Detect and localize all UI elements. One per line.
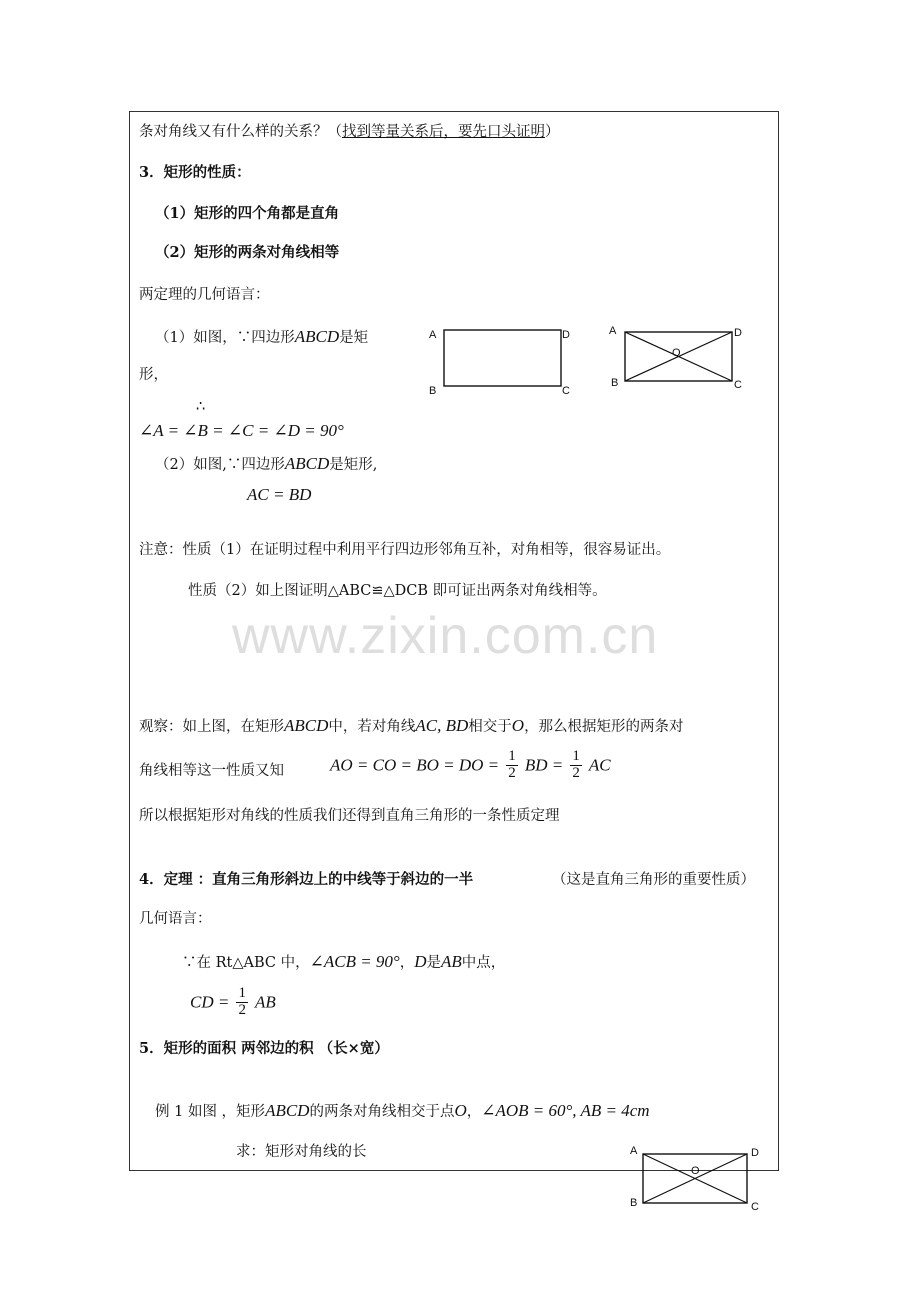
- ex1-c: ，: [466, 1104, 482, 1120]
- fig3-label-b: B: [630, 1197, 638, 1209]
- statement-1-quad: ABCD: [294, 327, 340, 346]
- fig2-label-d: D: [734, 327, 742, 339]
- note-2: 性质（2）如上图证明△ABC≌△DCB 即可证出两条对角线相等。: [188, 583, 607, 599]
- ex1-quad: ABCD: [265, 1101, 310, 1120]
- ex1-cond: ∠AOB = 60°, AB = 4cm: [481, 1101, 650, 1120]
- fig1-label-a: A: [429, 329, 437, 341]
- cd-eq: CD =: [190, 992, 230, 1012]
- rectangle-shape: [444, 330, 561, 386]
- fig3-label-c: C: [751, 1201, 759, 1212]
- fig2-label-b: B: [611, 377, 619, 389]
- observation-equation: [330, 749, 611, 782]
- property-1: （1）矩形的四个角都是直角: [155, 205, 340, 222]
- obs-o: O: [511, 716, 525, 735]
- statement-2: [155, 455, 377, 473]
- diagonals-equation: AC = BD: [247, 485, 312, 504]
- obs-eq-bd: BD =: [524, 755, 564, 775]
- statement-2-quad: ABCD: [284, 454, 330, 473]
- obs-diag: AC, BD: [415, 716, 469, 735]
- obs-eq-left: AO = CO = BO = DO =: [330, 755, 500, 775]
- obs-c: 相交于: [468, 719, 512, 735]
- frac-den: 2: [572, 764, 580, 781]
- figure-example-rectangle: [625, 1140, 775, 1212]
- theorem-4: 4．定理 ：直角三角形斜边上的中线等于斜边的一半: [139, 871, 474, 888]
- section-3-heading: 3．矩形的性质：: [139, 164, 251, 181]
- intro-suffix: ）: [545, 124, 560, 140]
- statement-1: [155, 328, 368, 346]
- statement-2-suffix: 是矩形,: [329, 457, 378, 473]
- ex1-o: O: [454, 1101, 467, 1120]
- watermark: www.zixin.com.cn: [232, 607, 659, 665]
- rt-a: ∵在 Rt△ABC 中，: [182, 955, 310, 971]
- fraction-half-3: [236, 986, 248, 1019]
- fig1-label-c: C: [562, 385, 570, 397]
- geometric-language-label-2: 几何语言：: [139, 911, 212, 927]
- angles-equation: ∠A = ∠B = ∠C = ∠D = 90°: [139, 421, 344, 440]
- statement-1-cont: 形，: [139, 367, 168, 383]
- theorem-4-note: （这是直角三角形的重要性质）: [552, 872, 755, 888]
- frac-den: 2: [238, 1001, 246, 1018]
- frac-num: 1: [238, 985, 246, 1001]
- fig3-label-o: O: [691, 1165, 700, 1177]
- statement-1-suffix: 是矩: [339, 330, 369, 346]
- cd-ab: AB: [255, 992, 276, 1012]
- fig3-label-a: A: [630, 1145, 638, 1157]
- fig2-label-c: C: [734, 379, 742, 391]
- ex1-a: 例 1 如图 ，矩形: [155, 1104, 266, 1120]
- frac-den: 2: [508, 764, 516, 781]
- figure-rectangle: [425, 320, 585, 402]
- observation-line-1: [139, 717, 684, 735]
- obs-quad: ABCD: [284, 716, 329, 735]
- rt-b: ，: [399, 955, 415, 971]
- median-equation: [190, 986, 276, 1019]
- intro-line: [139, 125, 560, 140]
- rt-triangle-statement: [182, 953, 505, 971]
- fraction-half-2: [570, 749, 582, 782]
- fraction-half-1: [506, 749, 518, 782]
- geometric-language-label: 两定理的几何语言：: [139, 287, 270, 303]
- fig3-label-d: D: [751, 1147, 759, 1159]
- rt-c: 是: [426, 955, 442, 971]
- fig2-label-o: O: [672, 347, 681, 359]
- example-1: [155, 1102, 650, 1120]
- rt-e: 中点，: [461, 955, 506, 971]
- example-1-question: 求：矩形对角线的长: [236, 1144, 367, 1160]
- frac-num: 1: [572, 748, 580, 764]
- conclusion-line: 所以根据矩形对角线的性质我们还得到直角三角形的一条性质定理: [139, 808, 560, 824]
- frac-num: 1: [508, 748, 516, 764]
- rt-ab: AB: [441, 952, 462, 971]
- obs-eq-ac: AC: [588, 755, 611, 775]
- rt-d: D: [414, 952, 427, 971]
- property-2: （2）矩形的两条对角线相等: [155, 244, 340, 261]
- obs-b: 中，若对角线: [328, 719, 416, 735]
- note-1: 注意：性质（1）在证明过程中利用平行四边形邻角互补，对角相等，很容易证出。: [139, 542, 671, 558]
- rt-angle: ∠ACB = 90°: [309, 952, 400, 971]
- intro-prefix: 条对角线又有什么样的关系？（: [139, 124, 342, 140]
- statement-1-prefix: （1）如图，∵四边形: [155, 330, 295, 346]
- ex1-b: 的两条对角线相交于点: [309, 1104, 455, 1120]
- figure-rectangle-diagonals: [605, 320, 755, 398]
- obs-d: ，那么根据矩形的两条对: [524, 719, 684, 735]
- obs-a: 观察：如上图，在矩形: [139, 719, 284, 735]
- fig2-label-a: A: [609, 325, 617, 337]
- fig1-label-d: D: [562, 329, 570, 341]
- observation-line-2-text: 角线相等这一性质又知: [139, 763, 284, 779]
- section-5-heading: 5．矩形的面积 两邻边的积 （长×宽）: [139, 1040, 389, 1057]
- fig1-label-b: B: [429, 385, 437, 397]
- statement-2-prefix: （2）如图,∵四边形: [155, 457, 285, 473]
- therefore-symbol: ∴: [196, 399, 206, 415]
- intro-underlined: 找到等量关系后，要先口头证明: [342, 124, 545, 140]
